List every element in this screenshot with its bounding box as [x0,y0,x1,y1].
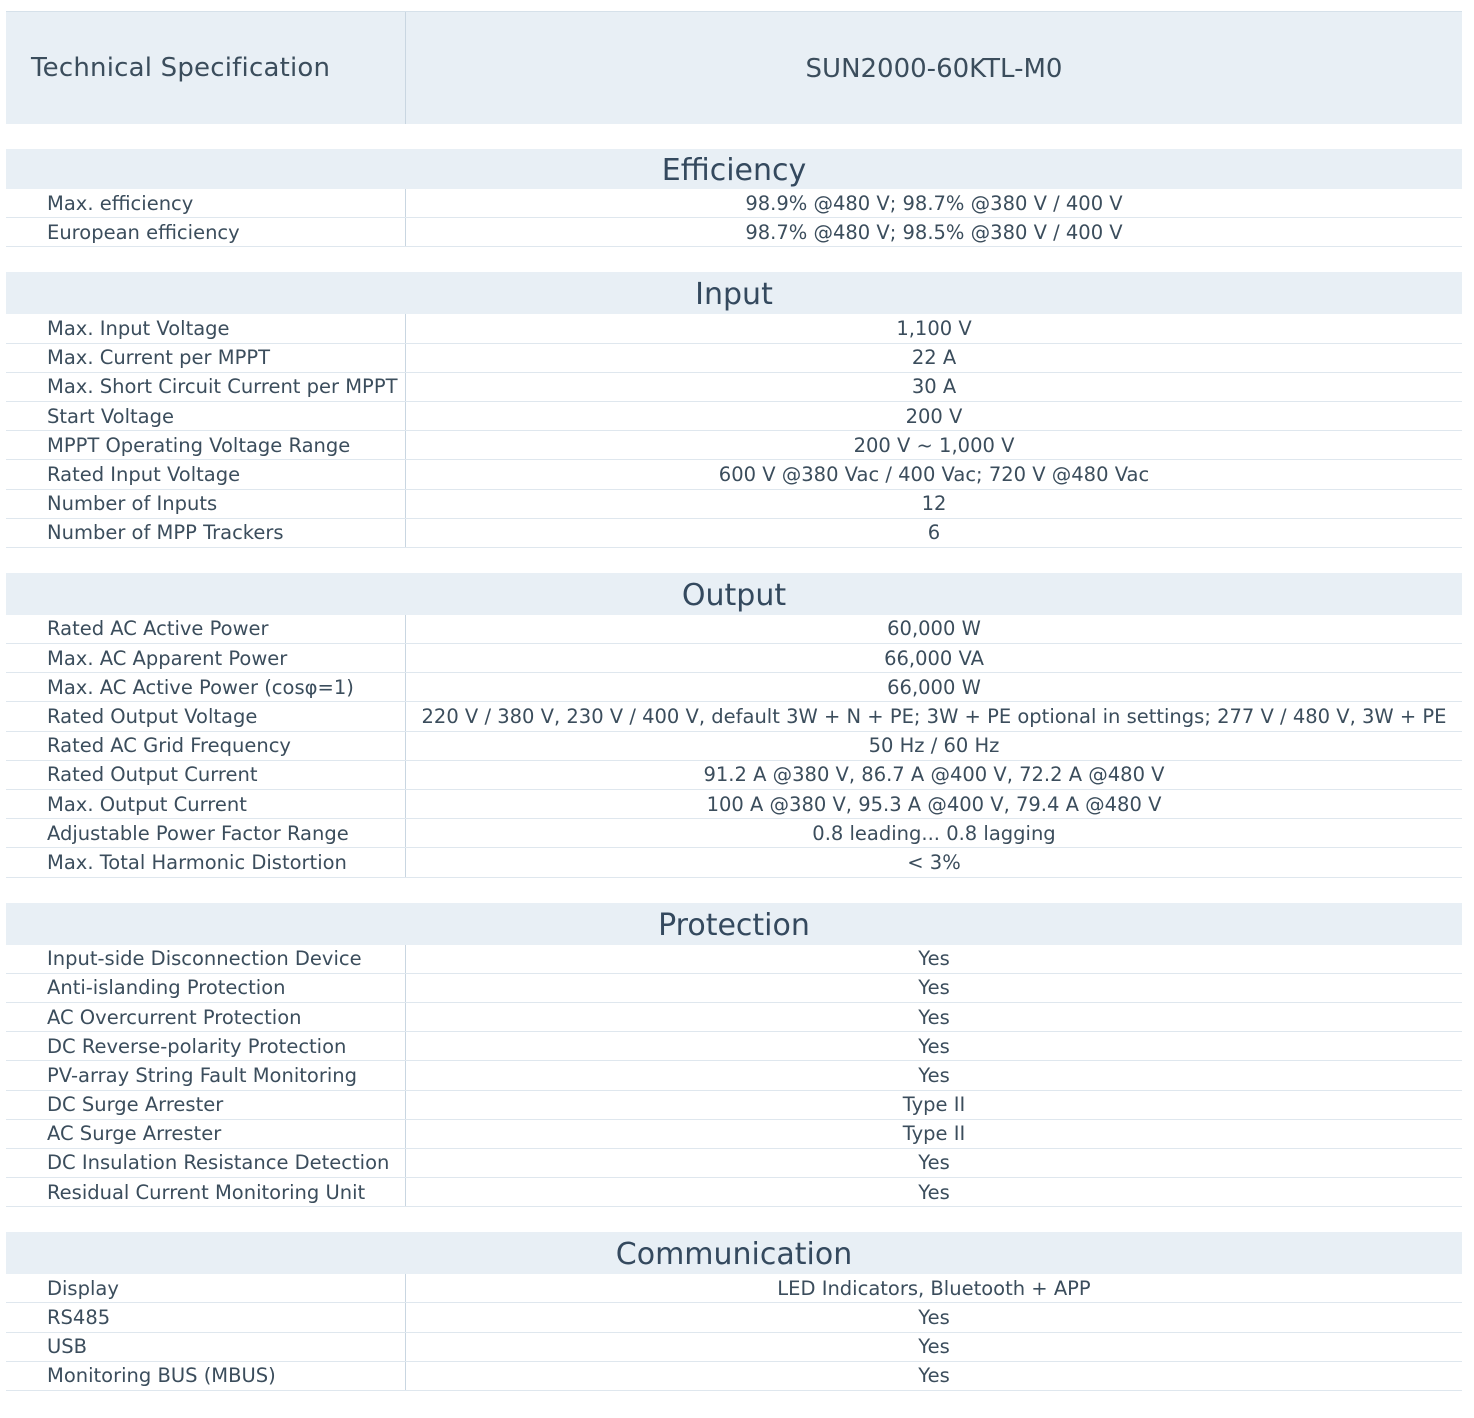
spec-label: Display [6,1274,406,1302]
spec-value: Yes [918,1335,950,1359]
spec-label: Max. Current per MPPT [6,344,406,372]
section-efficiency [6,149,1462,247]
spec-value: Yes [918,976,950,1000]
section-communication [6,1232,1462,1391]
spec-value: 30 A [911,375,957,399]
spec-row [6,1003,1462,1032]
spec-label: AC Surge Arrester [6,1120,406,1148]
spec-row [6,732,1462,761]
section-input [6,272,1462,548]
spec-label: AC Overcurrent Protection [6,1003,406,1031]
spec-row [6,314,1462,343]
spec-row [6,189,1462,218]
spec-label: Max. Total Harmonic Distortion [6,848,406,876]
spec-row [6,848,1462,877]
spec-value: 12 [921,492,947,516]
spec-value: 91.2 A @380 V, 86.7 A @400 V, 72.2 A @480 V [703,763,1165,787]
spec-value: Yes [918,1063,950,1087]
spec-row [6,702,1462,731]
spec-value: < 3% [907,850,961,874]
spec-label: Rated AC Active Power [6,615,406,643]
spec-label: PV-array String Fault Monitoring [6,1061,406,1089]
spec-row [6,1149,1462,1178]
spec-value: Type II [902,1093,966,1117]
spec-row [6,1362,1462,1391]
section-title: Protection [6,903,1462,945]
section-protection [6,903,1462,1208]
spec-header-label: Technical Specification [6,12,406,124]
spec-label: Number of Inputs [6,490,406,518]
spec-label: Max. Output Current [6,790,406,818]
spec-row [6,1061,1462,1090]
spec-label: Rated Output Voltage [6,702,406,730]
spec-value: 600 V @380 Vac / 400 Vac; 720 V @480 Vac [718,462,1150,486]
spec-row [6,373,1462,402]
spec-row [6,519,1462,548]
spec-label: USB [6,1333,406,1361]
spec-row [6,1303,1462,1332]
spec-value: 98.9% @480 V; 98.7% @380 V / 400 V [745,191,1123,215]
spec-value: LED Indicators, Bluetooth + APP [777,1276,1091,1300]
spec-sheet [6,11,1462,1391]
spec-label: Max. efficiency [6,189,406,217]
spec-row [6,945,1462,974]
spec-label: Anti-islanding Protection [6,974,406,1002]
spec-label: RS485 [6,1303,406,1331]
section-title: Communication [6,1232,1462,1274]
spec-value: 66,000 W [887,675,981,699]
spec-label: Rated AC Grid Frequency [6,732,406,760]
spec-label: Max. Input Voltage [6,314,406,342]
spec-label: Max. Short Circuit Current per MPPT [6,373,406,401]
spec-value: Type II [902,1122,966,1146]
spec-label: Residual Current Monitoring Unit [6,1178,406,1206]
spec-row [6,490,1462,519]
spec-row [6,1032,1462,1061]
spec-label: Start Voltage [6,402,406,430]
spec-value: 200 V [905,404,963,428]
spec-row [6,218,1462,247]
spec-value: Yes [918,1034,950,1058]
spec-value: 22 A [911,346,957,370]
spec-header [6,11,1462,124]
spec-row [6,1178,1462,1207]
spec-label: Rated Input Voltage [6,460,406,488]
spec-label: Adjustable Power Factor Range [6,819,406,847]
spec-value: 98.7% @480 V; 98.5% @380 V / 400 V [745,220,1123,244]
spec-row [6,1333,1462,1362]
spec-label: Number of MPP Trackers [6,519,406,547]
spec-row [6,1120,1462,1149]
spec-value: 60,000 W [887,617,981,641]
spec-value: 6 [927,521,941,545]
spec-label: MPPT Operating Voltage Range [6,431,406,459]
spec-row [6,1274,1462,1303]
spec-value: 66,000 VA [884,646,984,670]
spec-value: Yes [918,1306,950,1330]
spec-row [6,344,1462,373]
spec-label: Max. AC Apparent Power [6,644,406,672]
spec-value: 0.8 leading... 0.8 lagging [812,821,1056,845]
spec-row [6,431,1462,460]
spec-row [6,790,1462,819]
spec-value: 200 V ~ 1,000 V [853,433,1015,457]
spec-row [6,974,1462,1003]
spec-value: 50 Hz / 60 Hz [868,734,1000,758]
spec-label: Input-side Disconnection Device [6,945,406,973]
spec-label: DC Surge Arrester [6,1091,406,1119]
spec-row [6,615,1462,644]
spec-row [6,460,1462,489]
spec-value: Yes [918,1151,950,1175]
section-title: Input [6,272,1462,314]
spec-value: 1,100 V [896,316,972,340]
spec-row [6,1091,1462,1120]
spec-value: 100 A @380 V, 95.3 A @400 V, 79.4 A @480 V [706,792,1162,816]
spec-row [6,673,1462,702]
spec-label: DC Reverse-polarity Protection [6,1032,406,1060]
spec-row [6,761,1462,790]
spec-label: Monitoring BUS (MBUS) [6,1362,406,1390]
spec-value: Yes [918,1364,950,1388]
section-title: Efficiency [6,149,1462,189]
spec-value: 220 V / 380 V, 230 V / 400 V, default 3W + N + PE; 3W + PE optional in settings; 277 V / 480 V, 3W + PE [421,705,1447,729]
spec-sections [6,149,1462,1391]
spec-label: European efficiency [6,218,406,246]
section-title: Output [6,573,1462,615]
spec-row [6,402,1462,431]
model-name: SUN2000-60KTL-M0 [805,54,1063,84]
section-output [6,573,1462,878]
spec-value: Yes [918,947,950,971]
spec-label: Rated Output Current [6,761,406,789]
spec-row [6,644,1462,673]
spec-label: Max. AC Active Power (cosφ=1) [6,673,406,701]
spec-value: Yes [918,1005,950,1029]
spec-label: DC Insulation Resistance Detection [6,1149,406,1177]
spec-value: Yes [918,1180,950,1204]
spec-row [6,819,1462,848]
